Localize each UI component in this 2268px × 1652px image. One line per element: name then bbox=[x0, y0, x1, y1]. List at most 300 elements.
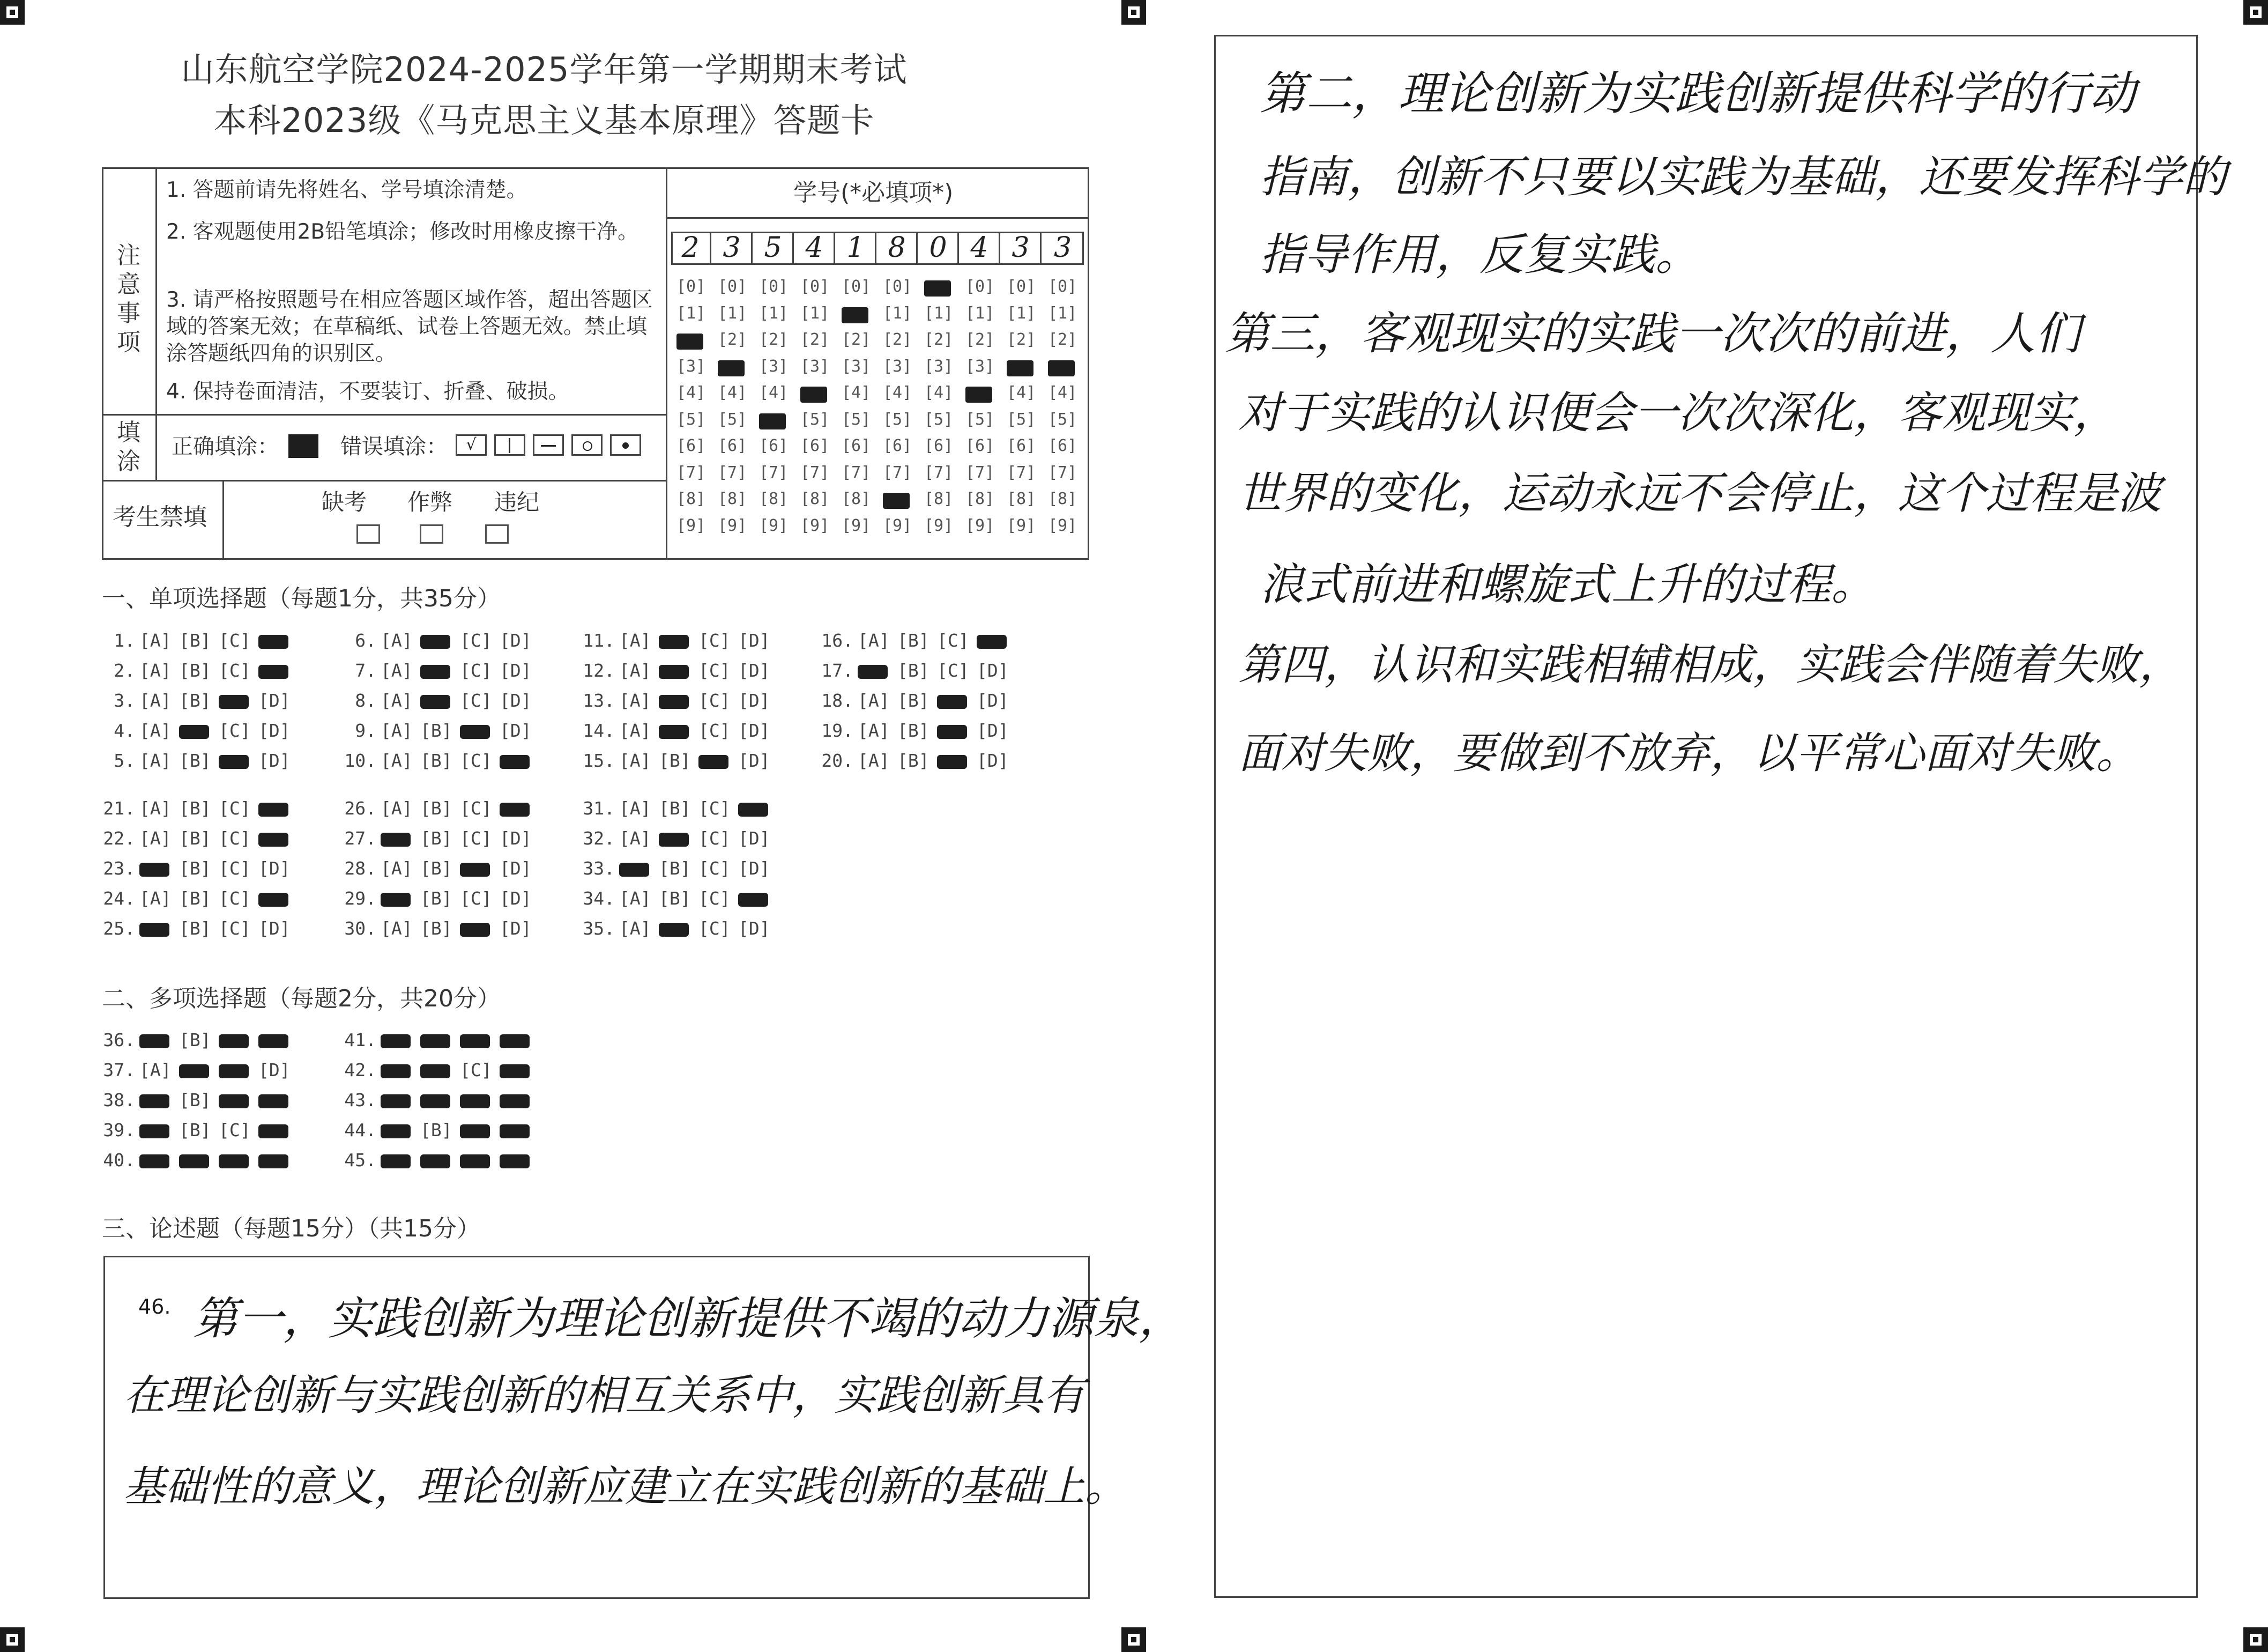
option-bubble[interactable]: [B] bbox=[179, 828, 211, 849]
option-bubble[interactable]: [D] bbox=[738, 690, 770, 711]
option-bubble[interactable]: [C] bbox=[219, 720, 251, 741]
option-bubble-filled[interactable] bbox=[179, 725, 209, 739]
student-id-bubble[interactable]: [1] bbox=[924, 303, 954, 323]
option-bubble[interactable]: [C] bbox=[219, 1120, 251, 1140]
question-row[interactable] bbox=[576, 888, 778, 909]
student-id-bubble[interactable]: [9] bbox=[924, 516, 954, 535]
option-bubble[interactable]: [C] bbox=[698, 828, 731, 849]
student-id-bubble[interactable]: [4] bbox=[718, 383, 747, 402]
option-bubble-filled[interactable] bbox=[937, 725, 967, 739]
student-id-bubble-filled[interactable] bbox=[965, 387, 992, 403]
option-bubble-filled[interactable] bbox=[381, 893, 411, 907]
option-bubble[interactable]: [A] bbox=[858, 630, 890, 651]
option-bubble-filled[interactable] bbox=[258, 665, 288, 679]
option-bubble-filled[interactable] bbox=[219, 1154, 249, 1168]
student-id-bubble[interactable]: [8] bbox=[965, 490, 995, 508]
option-bubble[interactable]: [D] bbox=[258, 750, 291, 771]
option-bubble[interactable]: [B] bbox=[420, 918, 452, 939]
option-bubble[interactable]: [A] bbox=[381, 690, 413, 711]
student-id-bubble[interactable]: [3] bbox=[965, 357, 995, 376]
question-row[interactable] bbox=[96, 1090, 298, 1110]
option-bubble[interactable]: [B] bbox=[659, 888, 691, 909]
option-bubble[interactable]: [C] bbox=[219, 630, 251, 651]
question-row[interactable] bbox=[815, 690, 1016, 711]
question-row[interactable] bbox=[96, 1150, 298, 1171]
question-row[interactable] bbox=[338, 888, 539, 909]
option-bubble[interactable]: [B] bbox=[659, 798, 691, 819]
student-id-bubble[interactable]: [2] bbox=[718, 330, 747, 349]
option-bubble[interactable]: [B] bbox=[179, 798, 211, 819]
student-id-digit-boxes[interactable] bbox=[671, 232, 1084, 265]
student-id-bubble[interactable]: [9] bbox=[965, 516, 995, 535]
option-bubble[interactable]: [C] bbox=[219, 828, 251, 849]
student-id-bubble[interactable]: [6] bbox=[800, 436, 830, 455]
question-row[interactable] bbox=[338, 1090, 539, 1110]
option-bubble-filled[interactable] bbox=[420, 1064, 450, 1078]
option-bubble[interactable]: [B] bbox=[897, 720, 929, 741]
question-row[interactable] bbox=[338, 660, 539, 681]
option-bubble[interactable]: [A] bbox=[858, 690, 890, 711]
option-bubble[interactable]: [A] bbox=[381, 858, 413, 879]
student-id-bubble[interactable]: [6] bbox=[1048, 436, 1077, 455]
option-bubble-filled[interactable] bbox=[420, 695, 450, 709]
student-id-bubble-filled[interactable] bbox=[1007, 360, 1033, 376]
student-id-bubble[interactable]: [8] bbox=[676, 490, 706, 508]
option-bubble[interactable]: [A] bbox=[619, 888, 651, 909]
student-id-bubble[interactable]: [4] bbox=[759, 383, 789, 402]
option-bubble-filled[interactable] bbox=[139, 1154, 169, 1168]
option-bubble[interactable]: [A] bbox=[381, 630, 413, 651]
student-id-bubble[interactable]: [8] bbox=[1048, 490, 1077, 508]
option-bubble-filled[interactable] bbox=[500, 1064, 530, 1078]
student-id-bubble[interactable]: [7] bbox=[718, 463, 747, 482]
option-bubble[interactable]: [C] bbox=[460, 828, 492, 849]
question-row[interactable] bbox=[96, 720, 298, 741]
option-bubble-filled[interactable] bbox=[219, 755, 249, 769]
status-cheat-checkbox[interactable] bbox=[420, 524, 443, 544]
student-id-bubble[interactable]: [9] bbox=[842, 516, 871, 535]
student-id-bubble[interactable]: [2] bbox=[965, 330, 995, 349]
option-bubble[interactable]: [A] bbox=[619, 828, 651, 849]
option-bubble-filled[interactable] bbox=[420, 665, 450, 679]
student-id-bubble[interactable]: [5] bbox=[842, 410, 871, 429]
student-id-bubble[interactable]: [7] bbox=[1007, 463, 1036, 482]
student-id-bubble[interactable]: [7] bbox=[965, 463, 995, 482]
option-bubble[interactable]: [B] bbox=[420, 750, 452, 771]
option-bubble-filled[interactable] bbox=[500, 1124, 530, 1138]
question-row[interactable] bbox=[338, 798, 539, 819]
option-bubble[interactable]: [C] bbox=[698, 720, 731, 741]
student-id-bubble[interactable]: [0] bbox=[1048, 277, 1077, 296]
student-id-bubble[interactable]: [1] bbox=[1048, 303, 1077, 323]
student-id-bubble[interactable]: [2] bbox=[1007, 330, 1036, 349]
student-id-bubble-filled[interactable] bbox=[800, 387, 827, 403]
student-id-bubble[interactable]: [8] bbox=[924, 490, 954, 508]
student-id-bubble[interactable]: [2] bbox=[1048, 330, 1077, 349]
question-row[interactable] bbox=[96, 660, 298, 681]
option-bubble[interactable]: [A] bbox=[139, 1060, 172, 1080]
question-row[interactable] bbox=[96, 690, 298, 711]
student-id-bubble[interactable]: [6] bbox=[1007, 436, 1036, 455]
student-id-bubble-filled[interactable] bbox=[1048, 360, 1075, 376]
option-bubble[interactable]: [A] bbox=[139, 750, 172, 771]
student-id-bubble[interactable]: [3] bbox=[883, 357, 912, 376]
student-id-bubble[interactable]: [7] bbox=[842, 463, 871, 482]
student-id-bubble[interactable]: [1] bbox=[883, 303, 912, 323]
student-id-bubble-filled[interactable] bbox=[924, 280, 951, 297]
student-id-bubble[interactable]: [1] bbox=[800, 303, 830, 323]
option-bubble[interactable]: [A] bbox=[381, 798, 413, 819]
student-id-bubble[interactable]: [6] bbox=[676, 436, 706, 455]
student-id-bubble[interactable]: [5] bbox=[718, 410, 747, 429]
option-bubble-filled[interactable] bbox=[460, 1094, 490, 1108]
student-id-bubble[interactable]: [9] bbox=[883, 516, 912, 535]
option-bubble[interactable]: [B] bbox=[179, 1029, 211, 1050]
option-bubble[interactable]: [B] bbox=[420, 888, 452, 909]
option-bubble[interactable]: [C] bbox=[460, 630, 492, 651]
student-id-bubble[interactable]: [0] bbox=[883, 277, 912, 296]
option-bubble-filled[interactable] bbox=[500, 1154, 530, 1168]
student-id-bubble[interactable]: [4] bbox=[676, 383, 706, 402]
option-bubble-filled[interactable] bbox=[139, 1124, 169, 1138]
question-row[interactable] bbox=[576, 798, 778, 819]
student-id-bubble[interactable]: [5] bbox=[883, 410, 912, 429]
option-bubble[interactable]: [B] bbox=[897, 750, 929, 771]
option-bubble[interactable]: [C] bbox=[460, 660, 492, 681]
option-bubble[interactable]: [D] bbox=[500, 918, 532, 939]
option-bubble[interactable]: [C] bbox=[698, 798, 731, 819]
option-bubble[interactable]: [A] bbox=[381, 750, 413, 771]
option-bubble-filled[interactable] bbox=[460, 863, 490, 877]
option-bubble[interactable]: [C] bbox=[698, 858, 731, 879]
option-bubble-filled[interactable] bbox=[659, 725, 689, 739]
student-id-bubble[interactable]: [4] bbox=[1048, 383, 1077, 402]
student-id-bubble[interactable]: [2] bbox=[842, 330, 871, 349]
option-bubble-filled[interactable] bbox=[139, 863, 169, 877]
option-bubble[interactable]: [C] bbox=[460, 888, 492, 909]
question-row[interactable] bbox=[338, 630, 539, 651]
option-bubble[interactable]: [B] bbox=[897, 630, 929, 651]
student-id-bubble[interactable]: [6] bbox=[718, 436, 747, 455]
student-id-bubble[interactable]: [1] bbox=[965, 303, 995, 323]
option-bubble-filled[interactable] bbox=[460, 1124, 490, 1138]
option-bubble[interactable]: [D] bbox=[738, 918, 770, 939]
option-bubble[interactable]: [B] bbox=[420, 798, 452, 819]
option-bubble[interactable]: [D] bbox=[738, 828, 770, 849]
option-bubble[interactable]: [A] bbox=[381, 918, 413, 939]
option-bubble-filled[interactable] bbox=[937, 695, 967, 709]
option-bubble-filled[interactable] bbox=[500, 1034, 530, 1048]
option-bubble-filled[interactable] bbox=[381, 1064, 411, 1078]
option-bubble[interactable]: [D] bbox=[977, 660, 1009, 681]
student-id-bubble[interactable]: [0] bbox=[965, 277, 995, 296]
option-bubble[interactable]: [A] bbox=[619, 750, 651, 771]
option-bubble[interactable]: [D] bbox=[500, 630, 532, 651]
option-bubble[interactable]: [D] bbox=[738, 630, 770, 651]
question-row[interactable] bbox=[338, 690, 539, 711]
student-id-bubble[interactable]: [9] bbox=[1048, 516, 1077, 535]
question-row[interactable] bbox=[338, 1120, 539, 1140]
question-row[interactable] bbox=[338, 858, 539, 879]
student-id-bubble[interactable]: [6] bbox=[842, 436, 871, 455]
option-bubble-filled[interactable] bbox=[219, 695, 249, 709]
question-row[interactable] bbox=[338, 828, 539, 849]
student-id-bubble[interactable]: [1] bbox=[1007, 303, 1036, 323]
option-bubble-filled[interactable] bbox=[258, 1094, 288, 1108]
option-bubble-filled[interactable] bbox=[420, 1154, 450, 1168]
student-id-bubble[interactable]: [4] bbox=[883, 383, 912, 402]
student-id-bubble[interactable]: [9] bbox=[800, 516, 830, 535]
option-bubble[interactable]: [B] bbox=[179, 888, 211, 909]
option-bubble[interactable]: [D] bbox=[738, 750, 770, 771]
student-id-bubble[interactable]: [1] bbox=[718, 303, 747, 323]
option-bubble[interactable]: [B] bbox=[420, 828, 452, 849]
option-bubble[interactable]: [A] bbox=[139, 660, 172, 681]
option-bubble-filled[interactable] bbox=[977, 635, 1007, 649]
student-id-bubble[interactable]: [1] bbox=[759, 303, 789, 323]
option-bubble[interactable]: [A] bbox=[619, 798, 651, 819]
question-row[interactable] bbox=[338, 1029, 539, 1050]
option-bubble-filled[interactable] bbox=[258, 893, 288, 907]
option-bubble-filled[interactable] bbox=[258, 803, 288, 817]
option-bubble[interactable]: [A] bbox=[139, 798, 172, 819]
option-bubble-filled[interactable] bbox=[258, 1034, 288, 1048]
option-bubble[interactable]: [C] bbox=[219, 660, 251, 681]
option-bubble[interactable]: [C] bbox=[698, 690, 731, 711]
option-bubble-filled[interactable] bbox=[420, 1034, 450, 1048]
option-bubble[interactable]: [D] bbox=[500, 828, 532, 849]
student-id-bubble[interactable]: [2] bbox=[924, 330, 954, 349]
option-bubble[interactable]: [D] bbox=[977, 690, 1009, 711]
question-row[interactable] bbox=[96, 1029, 298, 1050]
option-bubble-filled[interactable] bbox=[381, 1124, 411, 1138]
student-id-bubble[interactable]: [3] bbox=[842, 357, 871, 376]
question-row[interactable] bbox=[576, 660, 778, 681]
option-bubble[interactable]: [B] bbox=[179, 858, 211, 879]
question-row[interactable] bbox=[96, 888, 298, 909]
option-bubble[interactable]: [C] bbox=[698, 918, 731, 939]
option-bubble-filled[interactable] bbox=[420, 1094, 450, 1108]
status-violation-checkbox[interactable] bbox=[485, 524, 509, 544]
option-bubble-filled[interactable] bbox=[258, 1124, 288, 1138]
student-id-bubble[interactable]: [9] bbox=[759, 516, 789, 535]
option-bubble[interactable]: [A] bbox=[139, 630, 172, 651]
student-id-bubble-grid[interactable] bbox=[676, 277, 1089, 545]
question-row[interactable] bbox=[338, 750, 539, 771]
option-bubble[interactable]: [C] bbox=[937, 660, 969, 681]
question-row[interactable] bbox=[576, 720, 778, 741]
option-bubble[interactable]: [A] bbox=[619, 630, 651, 651]
student-id-bubble-filled[interactable] bbox=[883, 493, 910, 509]
option-bubble[interactable]: [D] bbox=[258, 720, 291, 741]
student-id-bubble[interactable]: [5] bbox=[1048, 410, 1077, 429]
question-row[interactable] bbox=[96, 630, 298, 651]
option-bubble[interactable]: [A] bbox=[139, 690, 172, 711]
student-id-bubble[interactable]: [5] bbox=[924, 410, 954, 429]
option-bubble-filled[interactable] bbox=[179, 1154, 209, 1168]
student-id-bubble-filled[interactable] bbox=[676, 334, 703, 350]
status-absent-checkbox[interactable] bbox=[356, 524, 380, 544]
option-bubble-filled[interactable] bbox=[500, 803, 530, 817]
student-id-bubble[interactable]: [7] bbox=[800, 463, 830, 482]
option-bubble-filled[interactable] bbox=[258, 1154, 288, 1168]
option-bubble-filled[interactable] bbox=[420, 635, 450, 649]
question-row[interactable] bbox=[576, 750, 778, 771]
option-bubble[interactable]: [B] bbox=[179, 1090, 211, 1110]
option-bubble[interactable]: [B] bbox=[659, 750, 691, 771]
option-bubble-filled[interactable] bbox=[500, 755, 530, 769]
option-bubble-filled[interactable] bbox=[659, 923, 689, 937]
question-row[interactable] bbox=[96, 798, 298, 819]
option-bubble[interactable]: [B] bbox=[420, 858, 452, 879]
question-row[interactable] bbox=[338, 720, 539, 741]
student-id-bubble[interactable]: [6] bbox=[759, 436, 789, 455]
option-bubble[interactable]: [B] bbox=[897, 660, 929, 681]
question-row[interactable] bbox=[338, 918, 539, 939]
option-bubble[interactable]: [D] bbox=[500, 858, 532, 879]
option-bubble-filled[interactable] bbox=[460, 725, 490, 739]
option-bubble[interactable]: [A] bbox=[381, 720, 413, 741]
option-bubble[interactable]: [A] bbox=[139, 828, 172, 849]
option-bubble[interactable]: [C] bbox=[460, 1060, 492, 1080]
student-id-bubble[interactable]: [8] bbox=[759, 490, 789, 508]
option-bubble-filled[interactable] bbox=[179, 1064, 209, 1078]
option-bubble[interactable]: [C] bbox=[698, 660, 731, 681]
student-id-bubble[interactable]: [7] bbox=[676, 463, 706, 482]
student-id-bubble[interactable]: [2] bbox=[759, 330, 789, 349]
student-id-bubble-filled[interactable] bbox=[842, 307, 868, 323]
student-id-bubble[interactable]: [7] bbox=[759, 463, 789, 482]
student-id-bubble[interactable]: [0] bbox=[759, 277, 789, 296]
student-id-bubble[interactable]: [8] bbox=[1007, 490, 1036, 508]
question-row[interactable] bbox=[338, 1060, 539, 1080]
option-bubble[interactable]: [A] bbox=[139, 888, 172, 909]
student-id-bubble[interactable]: [0] bbox=[676, 277, 706, 296]
option-bubble-filled[interactable] bbox=[381, 1034, 411, 1048]
student-id-bubble[interactable]: [3] bbox=[676, 357, 706, 376]
option-bubble[interactable]: [B] bbox=[179, 630, 211, 651]
question-row[interactable] bbox=[576, 690, 778, 711]
option-bubble[interactable]: [B] bbox=[897, 690, 929, 711]
question-row[interactable] bbox=[96, 858, 298, 879]
option-bubble-filled[interactable] bbox=[698, 755, 728, 769]
student-id-bubble[interactable]: [4] bbox=[1007, 383, 1036, 402]
option-bubble[interactable]: [C] bbox=[698, 630, 731, 651]
option-bubble[interactable]: [B] bbox=[179, 918, 211, 939]
student-id-bubble[interactable]: [5] bbox=[1007, 410, 1036, 429]
option-bubble[interactable]: [D] bbox=[500, 690, 532, 711]
question-row[interactable] bbox=[96, 828, 298, 849]
option-bubble[interactable]: [D] bbox=[258, 1060, 291, 1080]
option-bubble-filled[interactable] bbox=[500, 1094, 530, 1108]
option-bubble[interactable]: [D] bbox=[738, 858, 770, 879]
option-bubble-filled[interactable] bbox=[381, 1094, 411, 1108]
option-bubble[interactable]: [D] bbox=[500, 720, 532, 741]
option-bubble-filled[interactable] bbox=[659, 635, 689, 649]
question-row[interactable] bbox=[576, 828, 778, 849]
student-id-bubble[interactable]: [7] bbox=[883, 463, 912, 482]
option-bubble-filled[interactable] bbox=[381, 833, 411, 847]
question-row[interactable] bbox=[576, 858, 778, 879]
option-bubble[interactable]: [A] bbox=[619, 720, 651, 741]
student-id-bubble[interactable]: [4] bbox=[842, 383, 871, 402]
option-bubble-filled[interactable] bbox=[258, 635, 288, 649]
option-bubble[interactable]: [C] bbox=[219, 888, 251, 909]
student-id-bubble[interactable]: [8] bbox=[800, 490, 830, 508]
student-id-bubble[interactable]: [9] bbox=[676, 516, 706, 535]
student-id-bubble[interactable]: [3] bbox=[800, 357, 830, 376]
question-row[interactable] bbox=[576, 918, 778, 939]
option-bubble[interactable]: [C] bbox=[698, 888, 731, 909]
option-bubble[interactable]: [D] bbox=[258, 918, 291, 939]
option-bubble[interactable]: [D] bbox=[258, 690, 291, 711]
option-bubble[interactable]: [A] bbox=[381, 660, 413, 681]
question-row[interactable] bbox=[96, 1120, 298, 1140]
option-bubble-filled[interactable] bbox=[139, 1034, 169, 1048]
student-id-bubble[interactable]: [5] bbox=[800, 410, 830, 429]
student-id-bubble[interactable]: [3] bbox=[924, 357, 954, 376]
student-id-bubble[interactable]: [2] bbox=[883, 330, 912, 349]
option-bubble-filled[interactable] bbox=[460, 1154, 490, 1168]
student-id-bubble[interactable]: [5] bbox=[676, 410, 706, 429]
option-bubble-filled[interactable] bbox=[619, 863, 649, 877]
student-id-bubble[interactable]: [6] bbox=[883, 436, 912, 455]
option-bubble[interactable]: [B] bbox=[179, 750, 211, 771]
option-bubble[interactable]: [C] bbox=[219, 918, 251, 939]
option-bubble[interactable]: [C] bbox=[460, 750, 492, 771]
option-bubble[interactable]: [A] bbox=[139, 720, 172, 741]
option-bubble-filled[interactable] bbox=[460, 1034, 490, 1048]
student-id-bubble[interactable]: [9] bbox=[1007, 516, 1036, 535]
option-bubble[interactable]: [B] bbox=[420, 1120, 452, 1140]
student-id-bubble[interactable]: [5] bbox=[965, 410, 995, 429]
option-bubble[interactable]: [D] bbox=[500, 660, 532, 681]
question-row[interactable] bbox=[815, 750, 1016, 771]
option-bubble[interactable]: [A] bbox=[619, 660, 651, 681]
option-bubble-filled[interactable] bbox=[937, 755, 967, 769]
option-bubble[interactable]: [B] bbox=[179, 1120, 211, 1140]
question-row[interactable] bbox=[338, 1150, 539, 1171]
option-bubble[interactable]: [D] bbox=[258, 858, 291, 879]
option-bubble-filled[interactable] bbox=[258, 833, 288, 847]
student-id-bubble[interactable]: [0] bbox=[842, 277, 871, 296]
student-id-bubble-filled[interactable] bbox=[718, 360, 745, 376]
student-id-bubble[interactable]: [7] bbox=[1048, 463, 1077, 482]
option-bubble[interactable]: [D] bbox=[977, 750, 1009, 771]
option-bubble[interactable]: [D] bbox=[500, 888, 532, 909]
option-bubble-filled[interactable] bbox=[858, 665, 888, 679]
student-id-bubble[interactable]: [4] bbox=[924, 383, 954, 402]
option-bubble[interactable]: [B] bbox=[420, 720, 452, 741]
option-bubble[interactable]: [D] bbox=[738, 660, 770, 681]
option-bubble-filled[interactable] bbox=[139, 923, 169, 937]
option-bubble-filled[interactable] bbox=[659, 665, 689, 679]
question-row[interactable] bbox=[96, 1060, 298, 1080]
option-bubble[interactable]: [B] bbox=[659, 858, 691, 879]
question-row[interactable] bbox=[815, 630, 1016, 651]
option-bubble[interactable]: [C] bbox=[460, 798, 492, 819]
option-bubble[interactable]: [D] bbox=[738, 720, 770, 741]
option-bubble-filled[interactable] bbox=[139, 1094, 169, 1108]
question-row[interactable] bbox=[96, 918, 298, 939]
student-id-bubble[interactable]: [7] bbox=[924, 463, 954, 482]
option-bubble[interactable]: [C] bbox=[937, 630, 969, 651]
question-row[interactable] bbox=[576, 630, 778, 651]
option-bubble[interactable]: [C] bbox=[219, 798, 251, 819]
option-bubble[interactable]: [D] bbox=[977, 720, 1009, 741]
option-bubble[interactable]: [B] bbox=[179, 660, 211, 681]
question-row[interactable] bbox=[96, 750, 298, 771]
